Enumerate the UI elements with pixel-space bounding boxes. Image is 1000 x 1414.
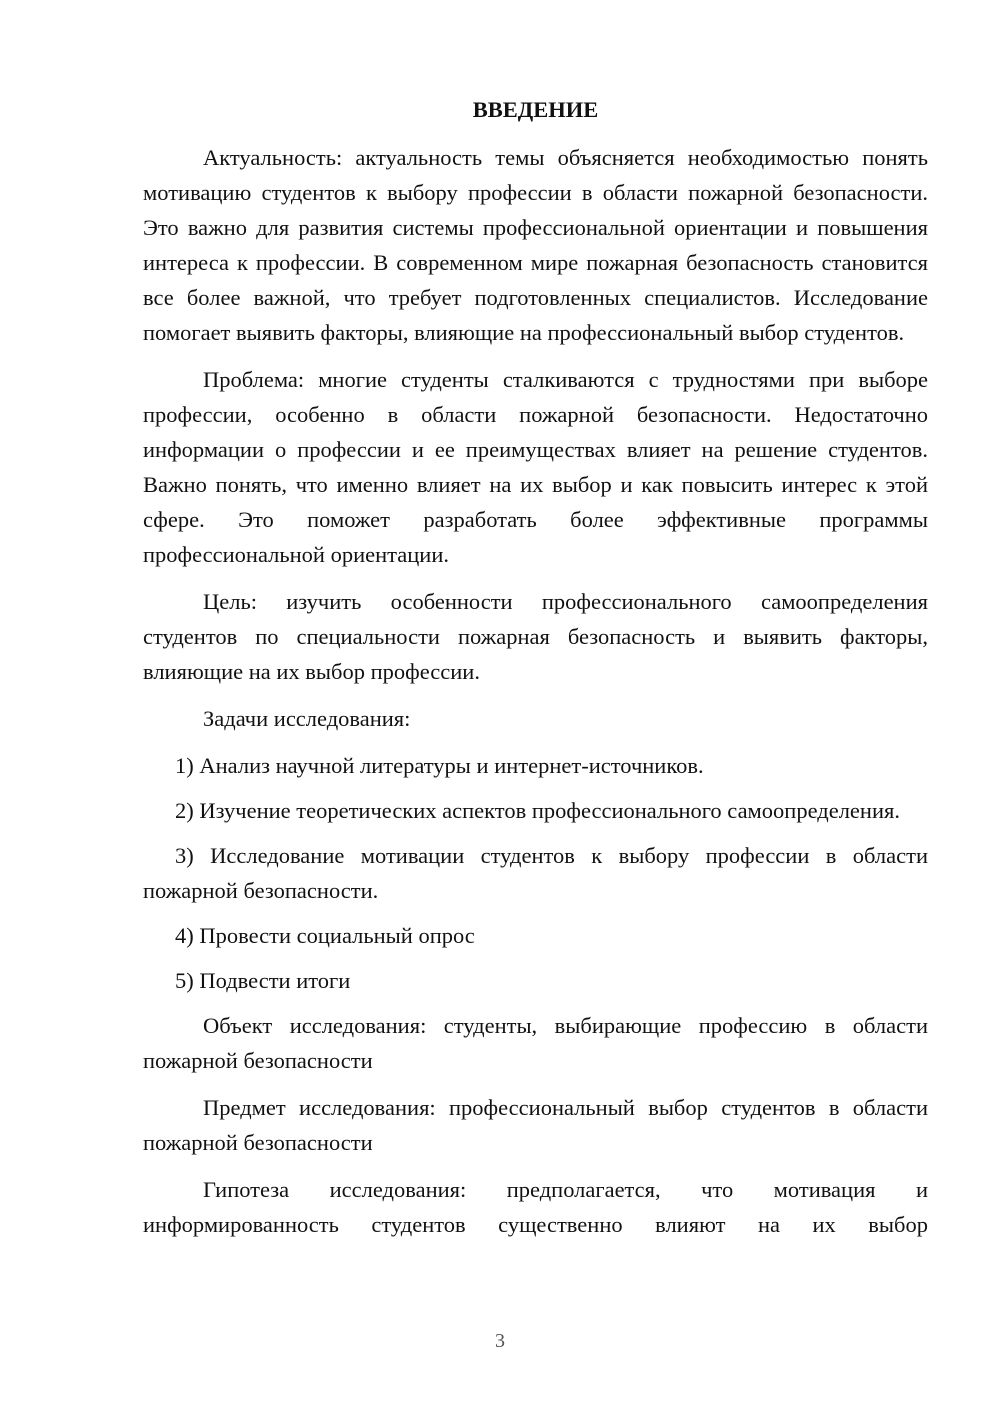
document-page	[143, 92, 928, 1254]
paragraph-problem: Проблема: многие студенты сталкиваются с трудностями при выборе профессии, особенно в области пожарной безопасности. Недостаточно информации о профессии и ее преимуществах влияет на решение студентов. Важно понять, что именно влияет на их выбор и как повысить интерес к этой сфере. Это поможет разработать более эффективные программы профессиональной ориентации.	[143, 367, 928, 567]
page-number: 3	[495, 1330, 505, 1352]
tasks-list	[143, 748, 928, 998]
paragraph-goal: Цель: изучить особенности профессионального самоопределения студентов по специальности пожарная безопасность и выявить факторы, влияющие на их выбор профессии.	[143, 589, 928, 684]
paragraph-object: Объект исследования: студенты, выбирающие профессию в области пожарной безопасности	[143, 1013, 928, 1073]
paragraph-relevance: Актуальность: актуальность темы объясняется необходимостью понять мотивацию студентов к выбору профессии в области пожарной безопасности. Это важно для развития системы профессиональной ориентации и повышения интереса к профессии. В современном мире пожарная безопасность становится все более важной, что требует подготовленных специалистов. Исследование помогает выявить факторы, влияющие на профессиональный выбор студентов.	[143, 145, 928, 345]
list-item: 4) Провести социальный опрос	[175, 923, 475, 948]
list-item: 2) Изучение теоретических аспектов профессионального самоопределения.	[175, 798, 900, 823]
list-item: 5) Подвести итоги	[175, 968, 351, 993]
paragraph-subject: Предмет исследования: профессиональный выбор студентов в области пожарной безопасности	[143, 1095, 928, 1155]
list-item: 1) Анализ научной литературы и интернет-источников.	[175, 753, 704, 778]
list-item: 3) Исследование мотивации студентов к выбору профессии в области пожарной безопасности.	[143, 843, 928, 903]
document-title: ВВЕДЕНИЕ	[472, 97, 599, 122]
paragraph-hypothesis: Гипотеза исследования: предполагается, что мотивация и информированность студентов существенно влияют на их выбор	[143, 1177, 928, 1237]
tasks-heading: Задачи исследования:	[203, 706, 411, 731]
